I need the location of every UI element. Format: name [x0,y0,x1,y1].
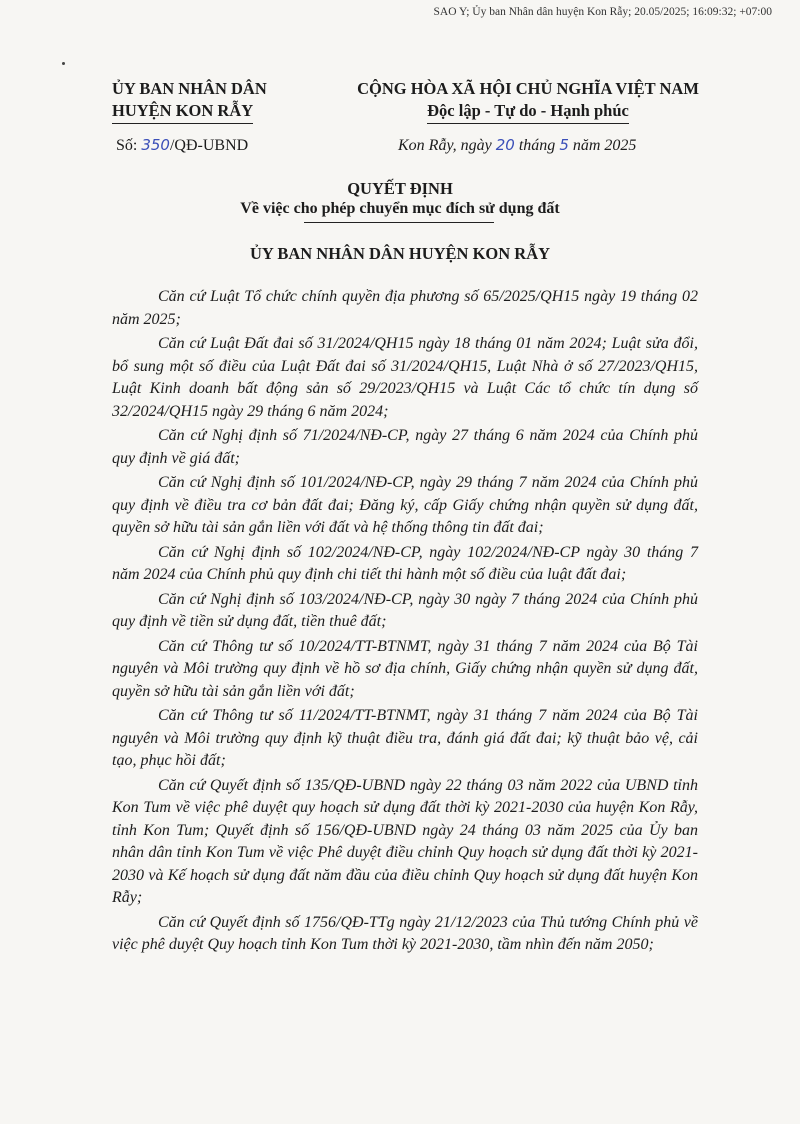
legal-basis-paragraph: Căn cứ Quyết định số 135/QĐ-UBND ngày 22 tháng 03 năm 2022 của UBND tỉnh Kon Tum về việc phê duyệt quy hoạch sử dụng đất thời kỳ 2021-2030 của huyện Kon Rẫy, tỉnh Kon Tum; Quyết định số 156/QĐ-UBND ngày 24 tháng 03 năm 2025 của Ủy ban nhân dân tỉnh Kon Tum về việc Phê duyệt điều chỉnh Quy hoạch sử dụng đất thời kỳ 2021-2030 và Kế hoạch sử dụng đất năm đầu của điều chỉnh Quy hoạch sử dụng đất huyện Kon Rẫy; [112,776,698,906]
document-subtitle [0,200,800,218]
legal-basis-paragraph: Căn cứ Thông tư số 11/2024/TT-BTNMT, ngày 31 tháng 7 năm 2024 của Bộ Tài nguyên và Môi trường quy định kỹ thuật điều tra, đánh giá đất đai; kỹ thuật bảo vệ, cải tạo, phục hồi đất; [112,707,698,769]
legal-basis-paragraph: Căn cứ Nghị định số 103/2024/NĐ-CP, ngày 30 ngày 7 tháng 2024 của Chính phủ quy định về tiền sử dụng đất, tiền thuê đất; [112,590,698,630]
legal-basis-paragraph: Căn cứ Thông tư số 10/2024/TT-BTNMT, ngày 31 tháng 7 năm 2024 của Bộ Tài nguyên và Môi trường quy định về hồ sơ địa chính, Giấy chứng nhận quyền sử dụng đất, quyền sở hữu tài sản gắn liền với đất; [112,637,698,700]
legal-basis-paragraph: Căn cứ Nghị định số 101/2024/NĐ-CP, ngày 29 tháng 7 năm 2024 của Chính phủ quy định về điều tra cơ bản đất đai; Đăng ký, cấp Giấy chứng nhận quyền sử dụng đất, quyền sở hữu tài sản gắn liền với đất và hệ thống thông tin đất đai; [112,474,698,536]
national-title: CỘNG HÒA XÃ HỘI CHỦ NGHĨA VIỆT NAM [357,79,699,98]
document-number [116,136,248,155]
date-year-label: năm 2025 [572,137,637,154]
national-header [318,78,738,124]
document-date [398,136,636,155]
date-day-handwritten: 20 [495,136,515,154]
authority-line-1: ỦY BAN NHÂN DÂN [112,79,267,98]
scan-speck [62,62,65,65]
document-number-prefix: Số: [116,137,138,154]
date-month-handwritten: 5 [559,136,569,154]
issuing-authority-header [112,78,332,124]
document-number-suffix: /QĐ-UBND [169,137,249,154]
subtitle-underline [304,222,494,223]
legal-basis-list [112,286,698,959]
document-number-handwritten: 350 [141,136,170,154]
date-month-label: tháng [518,137,556,154]
legal-basis-paragraph: Căn cứ Luật Đất đai số 31/2024/QH15 ngày 18 tháng 01 năm 2024; Luật sửa đổi, bổ sung một số điều của Luật Đất đai số 31/2024/QH15, Luật Nhà ở số 27/2023/QH15, Luật Kinh doanh bất động sản số 29/2023/QH15 và Luật Các tổ chức tín dụng số 32/2024/QH15 ngày 29 tháng 6 năm 2024; [112,335,698,420]
copy-stamp: SAO Y; Ủy ban Nhân dân huyện Kon Rẫy; 20.05/2025; 16:09:32; +07:00 [433,6,772,18]
legal-basis-paragraph: Căn cứ Luật Tổ chức chính quyền địa phương số 65/2025/QH15 ngày 19 tháng 02 năm 2025; [112,288,698,328]
document-title: QUYẾT ĐỊNH [347,179,453,198]
document-subtitle-text: Về việc cho phép chuyển mục đích sử dụng đất [240,200,560,217]
legal-basis-paragraph: Căn cứ Nghị định số 71/2024/NĐ-CP, ngày 27 tháng 6 năm 2024 của Chính phủ quy định về giá đất; [112,427,698,467]
date-place-label: Kon Rẫy, ngày [398,137,492,154]
legal-basis-paragraph: Căn cứ Quyết định số 1756/QĐ-TTg ngày 21/12/2023 của Thủ tướng Chính phủ về việc phê duyệt Quy hoạch tỉnh Kon Tum thời kỳ 2021-2030, tầm nhìn đến năm 2050; [112,913,698,953]
national-motto: Độc lập - Tự do - Hạnh phúc [427,100,629,124]
legal-basis-paragraph: Căn cứ Nghị định số 102/2024/NĐ-CP, ngày 102/2024/NĐ-CP ngày 30 tháng 7 năm 2024 của Chính phủ quy định chi tiết thi hành một số điều của luật đất đai; [112,543,698,583]
authority-line-2: HUYỆN KON RẪY [112,100,253,124]
authority-heading: ỦY BAN NHÂN DÂN HUYỆN KON RẪY [249,244,551,263]
